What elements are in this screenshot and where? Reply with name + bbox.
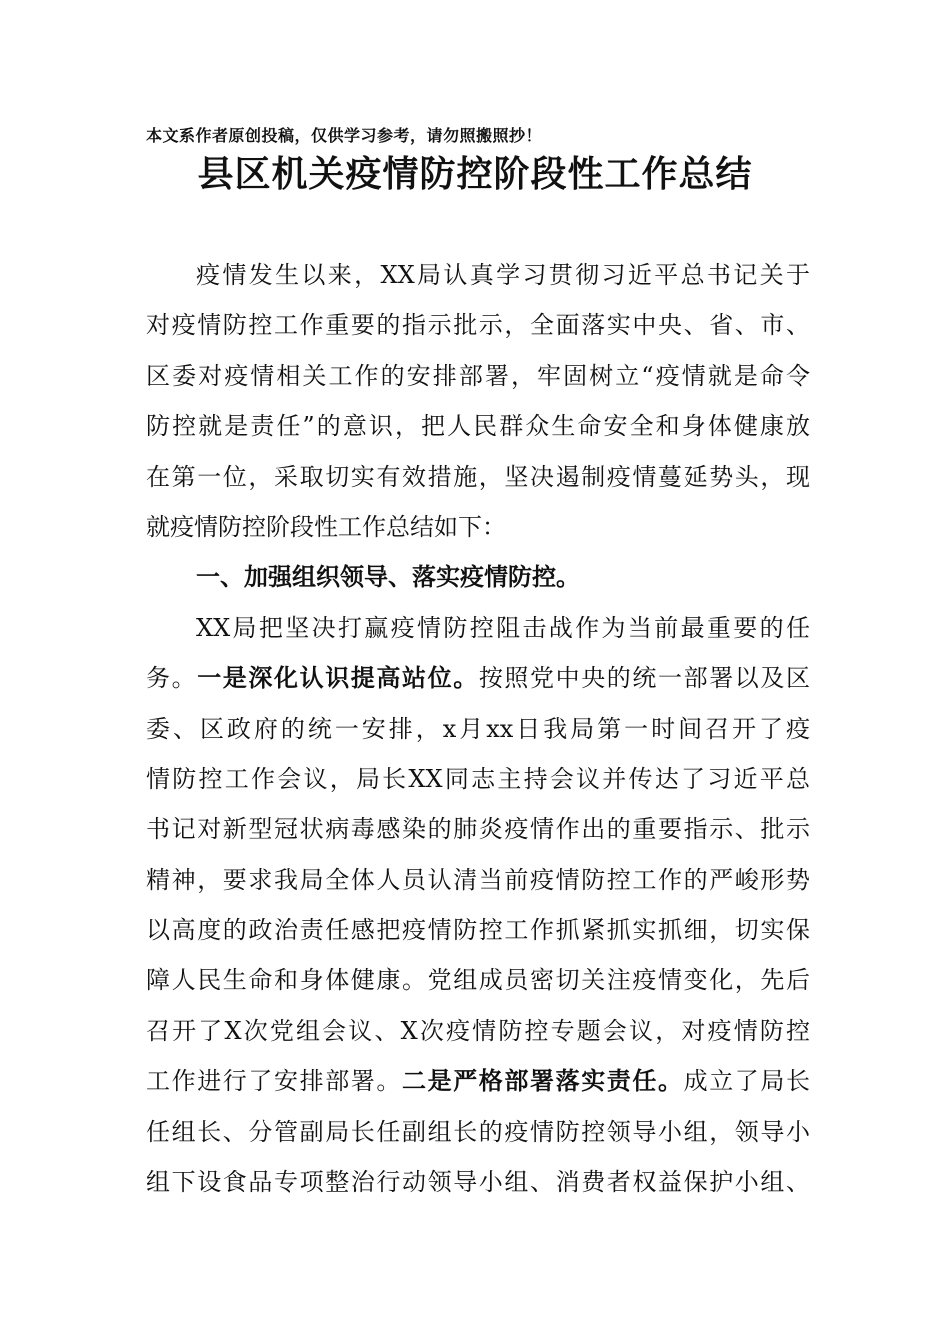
paragraph-line [146,653,810,703]
section-heading: 一、加强组织领导、落实疫情防控。 [196,563,580,592]
paragraph-line: 任组长、分管副局长任副组长的疫情防控领导小组，领导小 [146,1117,810,1146]
paragraph-line: 委、区政府的统一安排，x月xx日我局第一时间召开了疫 [146,714,810,743]
text-segment: 工作进行了安排部署。 [146,1067,402,1096]
subheading-inline: 一是深化认识提高站位。 [197,663,479,693]
paragraph-line: 疫情发生以来，XX局认真学习贯彻习近平总书记关于 [196,261,810,289]
paragraph-line: 书记对新型冠状病毒感染的肺炎疫情作出的重要指示、批示 [146,815,810,844]
disclaimer-text: 本文系作者原创投稿，仅供学习参考，请勿照搬照抄！ [146,126,543,145]
paragraph-line: 在第一位，采取切实有效措施，坚决遏制疫情蔓延势头，现 [146,462,810,491]
document-body [146,250,810,1207]
subheading-inline: 二是严格部署落实责任。 [402,1066,684,1096]
text-segment: 成立了局长 [683,1067,811,1096]
paragraph-line: 障人民生命和身体健康。党组成员密切关注疫情变化，先后 [146,966,810,995]
paragraph-line: 防控就是责任”的意识，把人民群众生命安全和身体健康放 [146,412,810,441]
paragraph-line: 对疫情防控工作重要的指示批示，全面落实中央、省、市、 [146,311,810,340]
paragraph-line: 情防控工作会议，局长XX同志主持会议并传达了习近平总 [146,764,810,793]
text-segment: 务。 [146,664,198,693]
text-segment: 按照党中央的统一部署以及区 [478,664,811,693]
paragraph-line: XX局把坚决打赢疫情防控阻击战作为当前最重要的任 [196,613,810,642]
paragraph-line: 精神，要求我局全体人员认清当前疫情防控工作的严峻形势 [146,865,810,894]
paragraph-line: 以高度的政治责任感把疫情防控工作抓紧抓实抓细，切实保 [146,916,810,945]
paragraph-line [146,1056,810,1106]
paragraph-line: 就疫情防控阶段性工作总结如下： [146,512,506,541]
paragraph-line: 组下设食品专项整治行动领导小组、消费者权益保护小组、 [146,1168,810,1197]
paragraph-line: 区委对疫情相关工作的安排部署，牢固树立“疫情就是命令 [146,361,810,390]
document-title: 县区机关疫情防控阶段性工作总结 [197,153,753,195]
paragraph-line: 召开了X次党组会议、X次疫情防控专题会议，对疫情防控 [146,1016,810,1045]
